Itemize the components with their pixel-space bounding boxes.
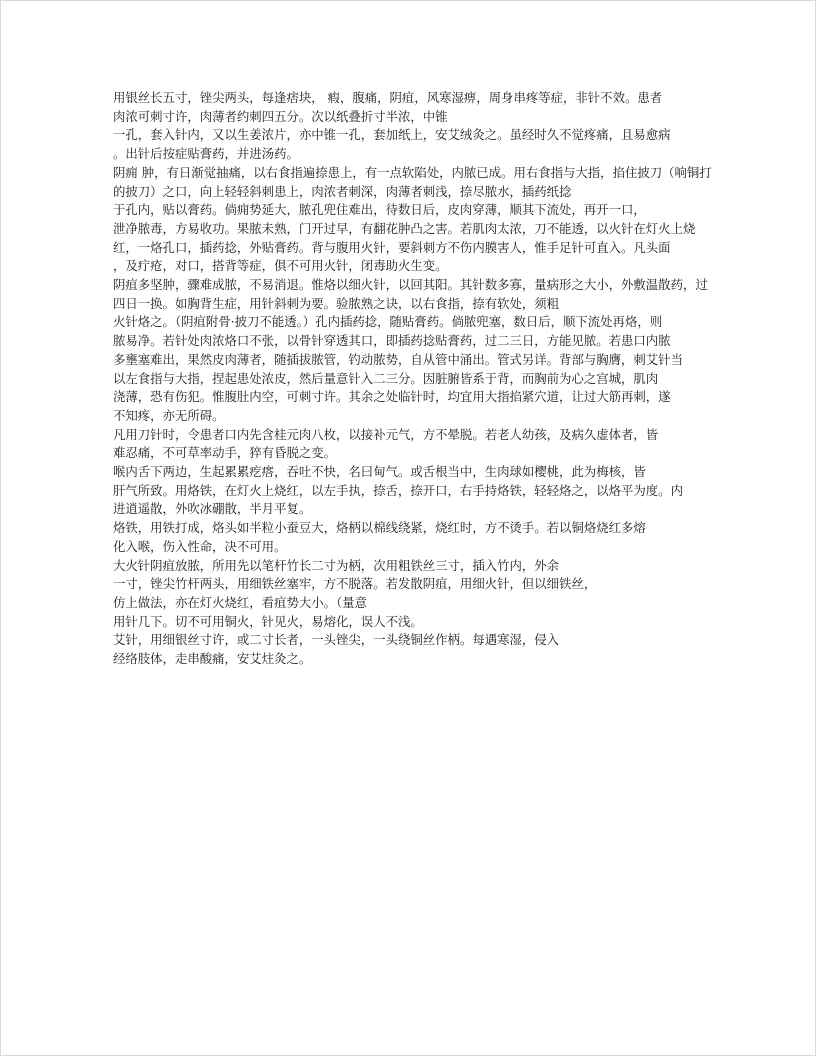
text-line: 阴疽多坚肿，骤难成脓，不易消退。惟烙以细火针，以回其阳。其针数多寡，量病形之大小，外敷温散药，过四日一换。如胸背生症，用针斜刺为要。验脓熟之诀，以右食指，捺有软处，须粗 — [113, 277, 708, 311]
text-line: 脓易净。若针处肉浓烙口不张，以骨针穿透其口，即插药捻贴膏药，过二三日，方能见脓。若患口内脓 — [113, 333, 671, 349]
text-line: 。出针后按症贴膏药，并进汤药。 — [113, 146, 299, 162]
text-line: 进逍遥散，外吹冰硼散，半月平复。 — [113, 501, 312, 517]
text-line: 不知疼，亦无所碍。 — [113, 407, 225, 423]
text-line: 火针烙之。（阴疽附骨·披刀不能透。）孔内插药捻，随贴膏药。倘脓兜塞，数日后，顺下流处再烙，则 — [113, 314, 663, 330]
text-line: 难忍痛，不可草率动手，猝有昏脱之变。 — [113, 445, 337, 461]
text-line: 于孔内，贴以膏药。倘痈势延大，脓孔兜住难出，待数日后，皮肉穿薄，顺其下流处，再开一口， — [113, 202, 646, 218]
document-text-body — [113, 89, 713, 669]
text-line: 一孔，套入针内，又以生姜浓片，亦中锥一孔，套加纸上，安艾绒灸之。虽经时久不觉疼痛，且易愈病 — [113, 127, 671, 143]
text-line: 凡用刀针时，令患者口内先含桂元肉八枚，以接补元气，方不晕脱。若老人幼孩，及病久虚体者，皆 — [113, 426, 659, 442]
text-line: 艾针，用细银丝寸许，或二寸长者，一头锉尖，一头绕铜丝作柄。每遇寒湿，侵入 — [113, 632, 560, 648]
text-line: ，及疔疮，对口，搭背等症，俱不可用火针，闭毒助火生变。 — [113, 258, 448, 274]
text-line: 阴痈 肿，有日渐觉抽痛，以右食指遍捺患上，有一点软陷处，内脓已成。用右食指与大指，掐住披刀（响铜打的披刀）之口，向上轻轻斜刺患上，肉浓者刺深，肉薄者刺浅，捺尽脓水，插药纸捻 — [113, 164, 712, 199]
text-line: 一寸，锉尖竹杆两头，用细铁丝塞牢，方不脱落。若发散阴疽，用细火针，但以细铁丝， — [113, 576, 597, 592]
text-line: 大火针阴疽放脓，所用先以笔杆竹长二寸为柄，次用粗铁丝三寸，插入竹内，外余 — [113, 557, 560, 573]
text-line: 肝气所致。用烙铁，在灯火上烧红，以左手执，捺舌，捺开口，右手持烙铁，轻轻烙之，以烙平为度。内 — [113, 482, 683, 498]
text-line: 肉浓可刺寸许，肉薄者约刺四五分。次以纸叠折寸半浓，中锥 — [113, 108, 448, 124]
text-line: 喉内舌下两边，生起累累疙瘩，吞吐不快，名曰甸气。或舌根当中，生肉球如樱桃，此为梅核，皆 — [113, 464, 646, 480]
text-line: 红，一烙孔口，插药捻，外贴膏药。背与腹用火针，要斜刺方不伤内膜害人，惟手足针可直入。凡头面 — [113, 239, 671, 255]
text-line: 用针几下。切不可用铜火，针见火，易熔化，误人不浅。 — [113, 613, 423, 629]
text-line: 烙铁，用铁打成，烙头如半粒小蚕豆大，烙柄以棉线绕紧，烧红时，方不烫手。若以铜烙烧红多熔 — [113, 520, 646, 536]
text-line: 经络肢体，走串酸痛，安艾炷灸之。 — [113, 651, 312, 667]
text-line: 泄净脓毒，方易收功。果脓未熟，门开过早，有翻花肿凸之害。若肌肉太浓，刀不能透，以火针在灯火上烧 — [113, 220, 696, 236]
text-line: 仿上做法，亦在灯火烧红，看疽势大小。（量意 — [113, 594, 368, 610]
text-line: 以左食指与大指，捏起患处浓皮，然后量意针入二三分。因脏腑皆系于背，而胸前为心之宫城，肌肉 — [113, 370, 659, 386]
text-line: 多壅塞难出，果然皮肉薄者，随插拔脓管，钓动脓势，自从管中涌出。管式另详。背部与胸膺，刺艾针当 — [113, 351, 683, 367]
text-line: 化入喉，伤入性命，决不可用。 — [113, 538, 287, 554]
text-line: 用银丝长五寸，锉尖两头，每逢痞块， 瘕，腹痛，阴疽，风寒湿痹，周身串疼等症，非针不效。患者 — [113, 90, 663, 105]
text-line: 浇薄，恐有伤犯。惟腹肚内空，可刺寸许。其余之处临针时，均宜用大指掐紧穴道，让过大筋再刺，遂 — [113, 389, 671, 405]
